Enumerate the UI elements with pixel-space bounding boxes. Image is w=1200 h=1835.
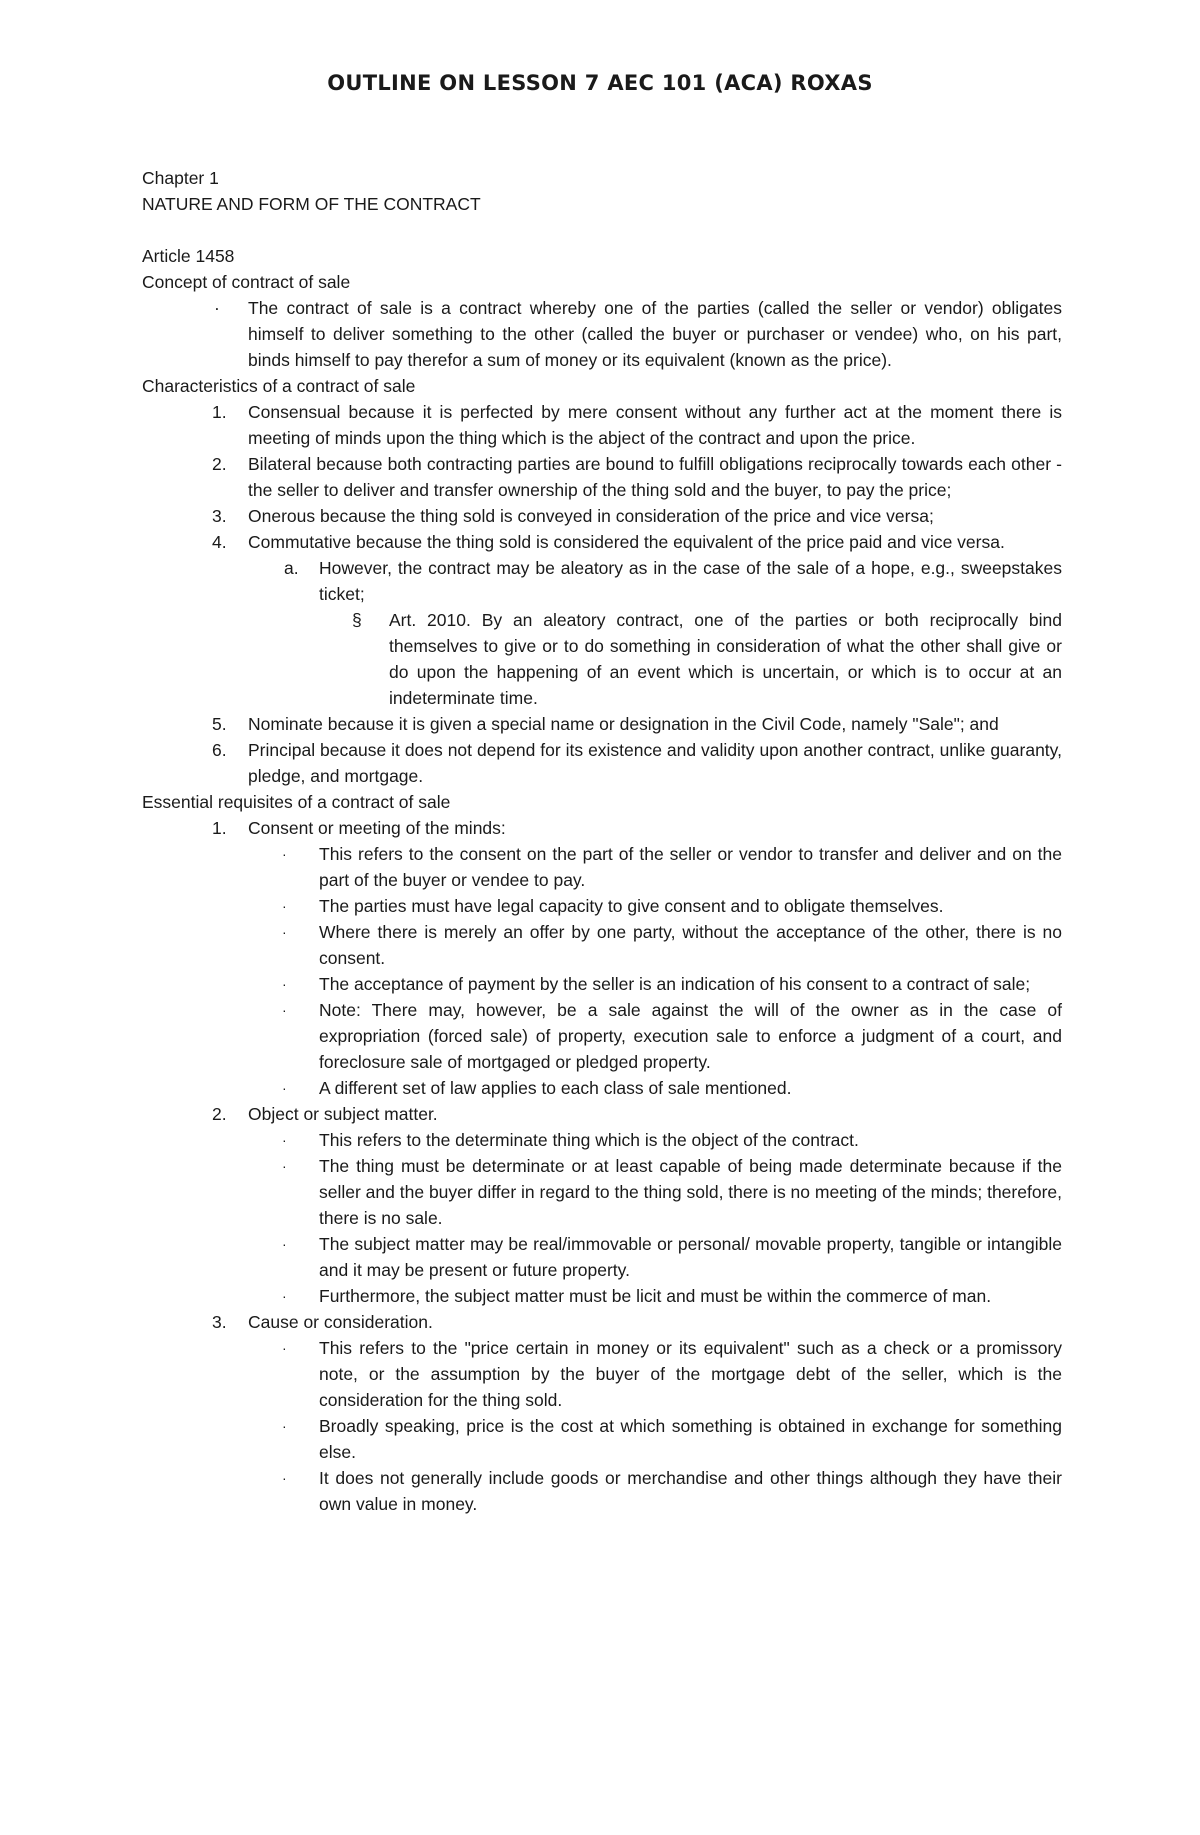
list-number: 2. <box>212 454 227 474</box>
requisite-bullet <box>142 997 1062 1075</box>
requisite-bullet <box>142 1335 1062 1413</box>
requisite-bullet <box>142 1413 1062 1465</box>
list-number: 3. <box>212 1312 227 1332</box>
characteristic-subitem <box>142 555 1062 607</box>
characteristics-heading: Characteristics of a contract of sale <box>142 376 416 396</box>
list-number: 1. <box>212 402 227 422</box>
bullet-marker: · <box>282 898 287 914</box>
document-title: OUTLINE ON LESSON 7 AEC 101 (ACA) ROXAS <box>327 71 873 95</box>
bullet-text: The acceptance of payment by the seller is an indication of his consent to a contract of sale; <box>319 974 1031 994</box>
requisite-bullet <box>142 1153 1062 1231</box>
bullet-text: This refers to the "price certain in money or its equivalent" such as a check or a promissory note, or the assumption by the buyer of the mortgage debt of the seller, which is the consideration for the thing sold. <box>319 1338 1062 1410</box>
requisite-bullet <box>142 893 1062 919</box>
requisite-bullet <box>142 1283 1062 1309</box>
spacer <box>142 217 1062 243</box>
bullet-marker: · <box>282 1418 287 1434</box>
article-label: Article 1458 <box>142 246 235 266</box>
characteristic-text: Commutative because the thing sold is considered the equivalent of the price paid and vice versa. <box>248 532 1005 552</box>
bullet-marker: · <box>282 1080 287 1096</box>
concept-text: The contract of sale is a contract whereby one of the parties (called the seller or vendor) obligates himself to deliver something to the other (called the buyer or purchaser or vendee) who, on his part, binds himself to pay therefor a sum of money or its equivalent (known as the price). <box>248 298 1062 370</box>
bullet-text: This refers to the consent on the part of the seller or vendor to transfer and deliver and on the part of the buyer or vendee to pay. <box>319 844 1062 890</box>
bullet-marker: · <box>282 1002 287 1018</box>
requisite-item <box>142 1309 1062 1335</box>
characteristic-text: Bilateral because both contracting parties are bound to fulfill obligations reciprocally towards each other - the seller to deliver and transfer ownership of the thing sold and the buyer, to pay the price; <box>248 454 1062 500</box>
bullet-marker: · <box>214 298 220 318</box>
bullet-marker: · <box>282 1158 287 1174</box>
requisite-bullet <box>142 841 1062 893</box>
requisite-item <box>142 1101 1062 1127</box>
list-number: 2. <box>212 1104 227 1124</box>
list-letter: a. <box>284 558 299 578</box>
list-number: 1. <box>212 818 227 838</box>
bullet-text: Broadly speaking, price is the cost at which something is obtained in exchange for something else. <box>319 1416 1062 1462</box>
list-number: 4. <box>212 532 227 552</box>
bullet-marker: · <box>282 1288 287 1304</box>
characteristic-item <box>142 451 1062 503</box>
bullet-marker: · <box>282 1340 287 1356</box>
characteristic-text: Principal because it does not depend for its existence and validity upon another contract, unlike guaranty, pledge, and mortgage. <box>248 740 1062 786</box>
bullet-text: A different set of law applies to each class of sale mentioned. <box>319 1078 792 1098</box>
bullet-text: The parties must have legal capacity to give consent and to obligate themselves. <box>319 896 944 916</box>
bullet-text: It does not generally include goods or merchandise and other things although they have their own value in money. <box>319 1468 1062 1514</box>
bullet-marker: · <box>282 1132 287 1148</box>
chapter-label: Chapter 1 <box>142 168 219 188</box>
characteristic-item <box>142 711 1062 737</box>
document-body <box>142 165 1062 1517</box>
bullet-text: Furthermore, the subject matter must be licit and must be within the commerce of man. <box>319 1286 992 1306</box>
characteristic-item <box>142 399 1062 451</box>
requisite-bullet <box>142 1075 1062 1101</box>
subitem-text: However, the contract may be aleatory as in the case of the sale of a hope, e.g., sweepstakes ticket; <box>319 558 1062 604</box>
chapter-heading: NATURE AND FORM OF THE CONTRACT <box>142 194 481 214</box>
requisite-bullet <box>142 1465 1062 1517</box>
quote-text: Art. 2010. By an aleatory contract, one of the parties or both reciprocally bind themselves to give or to do something in consideration of what the other shall give or do upon the happening of an event which is uncertain, or which is to occur at an indeterminate time. <box>389 610 1062 708</box>
bullet-text: Where there is merely an offer by one party, without the acceptance of the other, there is no consent. <box>319 922 1062 968</box>
requisite-bullet <box>142 1127 1062 1153</box>
characteristic-item <box>142 529 1062 555</box>
bullet-text: This refers to the determinate thing which is the object of the contract. <box>319 1130 859 1150</box>
list-number: 3. <box>212 506 227 526</box>
bullet-marker: · <box>282 846 287 862</box>
article-2010-quote <box>142 607 1062 711</box>
bullet-marker: · <box>282 1470 287 1486</box>
concept-item <box>142 295 1062 373</box>
requisite-text: Object or subject matter. <box>248 1104 438 1124</box>
requisite-bullet <box>142 1231 1062 1283</box>
bullet-text: The subject matter may be real/immovable or personal/ movable property, tangible or intangible and it may be present or future property. <box>319 1234 1062 1280</box>
bullet-marker: · <box>282 924 287 940</box>
requisite-text: Cause or consideration. <box>248 1312 433 1332</box>
bullet-marker: · <box>282 1236 287 1252</box>
bullet-marker: · <box>282 976 287 992</box>
requisites-heading: Essential requisites of a contract of sale <box>142 792 451 812</box>
characteristic-text: Onerous because the thing sold is conveyed in consideration of the price and vice versa; <box>248 506 934 526</box>
requisite-item <box>142 815 1062 841</box>
requisite-text: Consent or meeting of the minds: <box>248 818 506 838</box>
section-sign-marker: § <box>352 610 362 630</box>
list-number: 5. <box>212 714 227 734</box>
list-number: 6. <box>212 740 227 760</box>
characteristic-text: Consensual because it is perfected by mere consent without any further act at the moment there is meeting of minds upon the thing which is the abject of the contract and upon the price. <box>248 402 1062 448</box>
bullet-text: The thing must be determinate or at least capable of being made determinate because if the seller and the buyer differ in regard to the thing sold, there is no meeting of the minds; therefore, there is no sale. <box>319 1156 1062 1228</box>
bullet-text: Note: There may, however, be a sale against the will of the owner as in the case of expropriation (forced sale) of property, execution sale to enforce a judgment of a court, and foreclosure sale of mortgaged or pledged property. <box>319 1000 1062 1072</box>
characteristic-item <box>142 503 1062 529</box>
requisite-bullet <box>142 919 1062 971</box>
characteristic-text: Nominate because it is given a special name or designation in the Civil Code, namely "Sale"; and <box>248 714 999 734</box>
article-heading: Concept of contract of sale <box>142 272 351 292</box>
characteristic-item <box>142 737 1062 789</box>
requisite-bullet <box>142 971 1062 997</box>
